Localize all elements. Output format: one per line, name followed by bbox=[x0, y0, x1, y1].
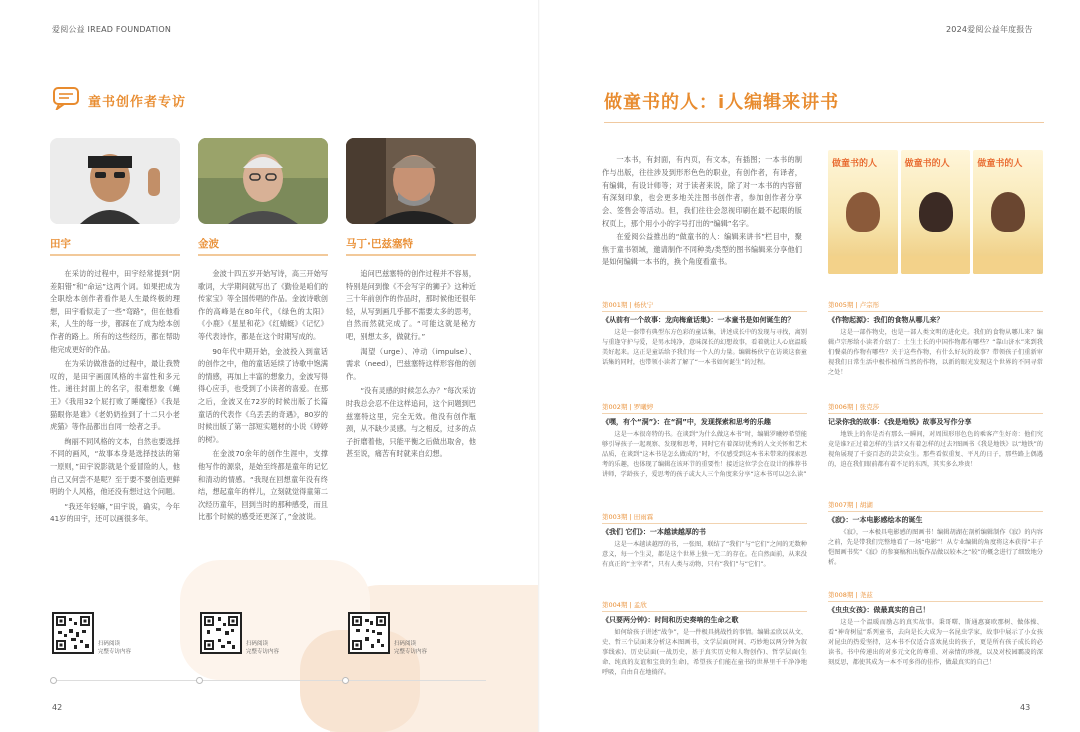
qr-caption bbox=[246, 640, 279, 656]
cover-footer bbox=[901, 256, 971, 274]
cover-footer bbox=[828, 256, 898, 274]
cover-title: 做童书的人 bbox=[904, 159, 950, 169]
timeline-dot bbox=[342, 677, 349, 684]
title-rule bbox=[604, 122, 1044, 123]
cover-footer bbox=[973, 256, 1043, 274]
episode-number: 第008期 | 尧兹 bbox=[828, 590, 1043, 602]
cover-title: 做童书的人 bbox=[977, 159, 1023, 169]
qr-caption bbox=[98, 640, 131, 656]
bio-paragraph: “没有灵感的时候怎么办？”每次采访时我总会忍不住这样追问，这个问题到巴兹塞特这里，完全无效。他没有创作瓶颈，从不缺少灵感。与之相反，过多的点子折磨着他，只能平衡之后做出取舍，他甚至说，痛苦有时就来自幻想。 bbox=[346, 386, 476, 459]
qr-block-tianyu bbox=[52, 612, 131, 656]
qr-caption-line: 扫码阅读 bbox=[246, 641, 269, 647]
bio-paragraph: 在采访的过程中，田宇经常提到“阴差阳错”和“命运”这两个词。如果把成为全职绘本创作者看作是人生最终极的理想，田宇看似走了一些“弯路”，但在他看来，人生的每一步，都踩在了成为绘本创作者的路上。所有的这些经历，都在帮助他完成更好的作品。 bbox=[50, 269, 180, 354]
author-name-jinbo: 金波 bbox=[198, 238, 219, 250]
episode-number: 第007期 | 胡湖 bbox=[828, 500, 1043, 512]
episode-number: 第004期 | 孟欣 bbox=[602, 600, 807, 612]
episode-number: 第003期 | 田雨霖 bbox=[602, 512, 807, 524]
cover-image bbox=[901, 150, 971, 274]
chat-bubble-icon bbox=[52, 86, 82, 114]
episode-description: 这是一套带有典型东方色彩的童话集，讲述成长中的发现与寻找，离别与重逢守护与爱，是男永纯净，意味深长的幻想故事，看着就让人心底温暖美好起来。这正是童话给予我们每一个人的力量。编辑杨伙宁在访谈这套童话集的同时，也带领小读者了解了“一本书如何诞生”的过程。 bbox=[602, 329, 807, 366]
author-name-bazsette: 马丁·巴兹塞特 bbox=[346, 238, 413, 250]
episode-description: 这是一本越读越厚的书，一张图，联结了“我们”与“它们”之间的无数种意义，每一个生灵，都是这个世界上独一无二的存在。在自然面前，从来没有真正的“主宰者”，只有人类与动物，只有“我们”与“它们”。 bbox=[602, 541, 807, 568]
cover-image bbox=[973, 150, 1043, 274]
episode-title[interactable]: 《我们 它们》：一本越读越厚的书 bbox=[602, 528, 706, 536]
page-title: 做童书的人：i人编辑来讲书 bbox=[604, 92, 840, 113]
bio-paragraph: 在为采访做准备的过程中，最让我赞叹的，是田宇画面风格的丰富性和多元性。递往封面上的名字，很难想象《蝇王》《我用32个屁打败了睡魔怪》《我是猫眼你是谁》《老奶奶捡到了十二只小老虎猫》等作品都出自同一绘者之手。 bbox=[50, 359, 180, 432]
bio-paragraph: “我还年轻嘛，”田宇说，确实，今年41岁的田宇，还可以画很多年。 bbox=[50, 501, 180, 524]
qr-caption-line: 完整专访内容 bbox=[246, 649, 280, 655]
timeline-dot bbox=[50, 677, 57, 684]
author-bio-jinbo bbox=[198, 268, 328, 526]
author-photo-jinbo bbox=[198, 138, 328, 224]
episode-description: 这是一部作物史，也是一部人类文明的进化史。我们的食物从哪儿来？编辑卢宗彤给小读者介绍了：土生土长的中国作物都有哪些？“靠山济水”来到我们餐桌的作物有哪些？关于这些作物，有什么好玩的故事？带领孩子们重新审视我们日常生活中极作植所当然的作物，以新的眼光发现这个世界的不同寻常之处！ bbox=[828, 329, 1043, 376]
section-heading bbox=[52, 86, 186, 114]
qr-caption-line: 完整专访内容 bbox=[98, 649, 132, 655]
episode-description: 《寂》，一本极具电影感的图画书！编辑胡湖在剖析编辑制作《寂》的内容之前，先是带我们完整地看了一场“电影”！从专业编辑的角度将这本获得“丰子恺图画书奖”《寂》的参赛稿和出版作品做以较本之“较”的概念进行了细致地分析。 bbox=[828, 529, 1043, 566]
qr-block-jinbo bbox=[200, 612, 279, 656]
cover-images bbox=[828, 150, 1043, 274]
qr-code[interactable] bbox=[52, 612, 94, 654]
episode-title[interactable]: 《虫虫女孩》：做最真实的自己！ bbox=[828, 606, 930, 614]
editor-portrait bbox=[919, 192, 953, 232]
episode-item bbox=[602, 402, 807, 480]
timeline-line bbox=[56, 680, 486, 681]
timeline-dot bbox=[196, 677, 203, 684]
editor-portrait bbox=[991, 192, 1025, 232]
cover-title: 做童书的人 bbox=[832, 159, 878, 169]
name-underline bbox=[198, 254, 328, 256]
author-photo-bazsette bbox=[346, 138, 476, 224]
qr-code[interactable] bbox=[348, 612, 390, 654]
header-right: 2024爱阅公益年度报告 bbox=[946, 25, 1033, 34]
qr-caption-line: 扫码阅读 bbox=[98, 641, 121, 647]
episode-description: 这是一个温暖而励志的真实故事。秉哥曙、斯通惠赛欧那树、做体操、看“神奇树屋”系列童书，去向是长大成为一名昆虫学家，故事中展示了小女孩对昆虫的热爱坚持，这本书不仅适合喜欢昆虫的孩子，更是所有孩子成长的必读书。书中传递出的对多元文化的尊重、对亲情的珍视，以及对校园霸凌的深刻反思，都使其成为一本不可多得的佳作，做最真实的自己！ bbox=[828, 619, 1043, 666]
author-name-tianyu: 田宇 bbox=[50, 238, 71, 250]
episode-number: 第005期 | 卢宗彤 bbox=[828, 300, 1043, 312]
name-underline bbox=[346, 254, 476, 256]
author-photo-tianyu bbox=[50, 138, 180, 224]
intro-paragraph: 一本书，有封面，有内页，有文本，有插图；一本书的制作与出版，往往涉及到形形色色的职业，有创作者，有译者，有编辑，有设计师等；对于读者来说，除了对一本书的内容留有深刻印象，也会更多地关注图书创作者，参加创作者分享会、签售会等活动。但，我们往往会忽视印刷在最不起眼的版权页上，那个用小小的字号打出的“编辑”名字。 bbox=[602, 155, 802, 228]
episode-item bbox=[602, 600, 807, 678]
episode-item bbox=[828, 500, 1043, 568]
bio-paragraph: 渴望（urge）、冲动（impulse）、需求（need），巴兹塞特这样形容他的创作。 bbox=[346, 346, 476, 381]
episode-title[interactable]: 《嘿，有个“洞”》：在“洞”中，发现探索和思考的乐趣 bbox=[602, 418, 771, 426]
bio-paragraph: 在金波70余年的创作生涯中，支撑他写作的源泉，是始至终都是童年的记忆和清动的情感。“我现在回想童年没有终结，想起童年的样儿，立刻就觉得童第二次经历童年，回到当时的那种感受，而且比那个时候的感受还更深了，”金波说。 bbox=[198, 449, 328, 522]
intro-paragraph: 在爱阅公益推出的“做童书的人：编辑来讲书”栏目中，聚焦于童书领域，邀请制作不同种类/类型的图书编辑来分享他们是如何编辑一本书的，换个角度看童书。 bbox=[602, 231, 802, 267]
bio-paragraph: 追问巴兹塞特的创作过程并不容易，特别是问到像《不会写字的狮子》这种近三十年前创作的作品时，那时候他还很年轻，从写到画几乎都不需要太多的思考，自然而然就完成了。“可能这就是秘方吧，别想太多，做就行。” bbox=[346, 269, 476, 341]
episode-title[interactable]: 《寂》：一本电影感绘本的诞生 bbox=[828, 516, 923, 524]
qr-caption-line: 扫码阅读 bbox=[394, 641, 417, 647]
episode-item bbox=[828, 590, 1043, 668]
editor-portrait bbox=[846, 192, 880, 232]
episode-number: 第001期 | 杨伙宁 bbox=[602, 300, 807, 312]
qr-caption bbox=[394, 640, 427, 656]
episode-description: 地铁上的你是否有那么一瞬间，对周围形形色色的乘客产生好奇：他们究竟是谁?正过着怎样的生活?又有着怎样的过去?图画书《我是地铁》以“地铁”的视角展现了千姿百态的芸芸众生。那些看似重复、平凡的日子，那些路上偶遇的，迫在我们眼前都有着不足的东西，其实多么珍贵！ bbox=[828, 431, 1043, 468]
episode-description: 如何给孩子讲述“战争”，是一件极具挑战性的事情。编辑孟欣以从文、史、哲三个层面来分析这本图画书，文学层面(时间、巧妙地以两分钟为叙事线索)、历史层面(一战历史，基于真实历史和人物创作)、哲学层面(生命、纯真的友谊和宝贵的生命)，希望孩子们能在童书的世界里千千净净地呼吸，自由自在地徜徉。 bbox=[602, 629, 807, 676]
cover-image bbox=[828, 150, 898, 274]
qr-code[interactable] bbox=[200, 612, 242, 654]
author-bio-tianyu bbox=[50, 268, 180, 528]
page-number-right: 43 bbox=[1020, 703, 1031, 712]
episode-title[interactable]: 《作物起源》：我们的食物从哪儿来？ bbox=[828, 316, 944, 324]
right-page bbox=[540, 0, 1080, 732]
section-title: 童书创作者专访 bbox=[88, 94, 187, 110]
episode-title[interactable]: 《只要两分钟》：时间和历史奏响的生命之歌 bbox=[602, 616, 739, 624]
episode-item bbox=[602, 300, 807, 368]
name-underline bbox=[50, 254, 180, 256]
bio-paragraph: 90年代中期开始，金波投入到童话的创作之中，他的童话延续了诗歌中饱满的情感，再加上丰富的想象力，金波写得得心应手，也受到了小读者的喜爱。在那之后，金波又在72岁的时候出版了长篇童话的代表作《乌丢丢的奇遇》，80岁的时候出版了第一部短实题材的小说《婷婷的树》。 bbox=[198, 346, 328, 444]
episode-title[interactable]: 记录你我的故事：《我是地铁》故事及写作分享 bbox=[828, 418, 972, 426]
episode-number: 第006期 | 张克莎 bbox=[828, 402, 1043, 414]
bio-paragraph: 绚丽不同风格的文本，自然也要选择不同的画风，“故事本身是选择技法的第一原则，”田宇说影就是个爱冒险的人，他自己又何尝不是呢？至于要不要创造更鲜明的个人风格，他还没有想过这个问题。 bbox=[50, 436, 180, 497]
episode-item bbox=[602, 512, 807, 570]
author-bio-bazsette bbox=[346, 268, 476, 463]
episode-title[interactable]: 《从前有一个故事：龙向梅童话集》：一本童书是如何诞生的？ bbox=[602, 316, 795, 324]
qr-caption-line: 完整专访内容 bbox=[394, 649, 428, 655]
qr-block-bazsette bbox=[348, 612, 427, 656]
page-number-left: 42 bbox=[52, 703, 63, 712]
episode-item bbox=[828, 402, 1043, 470]
bio-paragraph: 金波十四五岁开始写诗，高三开始写歌词，大学期间就写出了《勤俭是咱们的传家宝》等全国传唱的作品。金波诗歌创作的高峰是在80年代，《绿色的太阳》《小鹿》《星星和花》《红蜻蜓》《记忆》等代表诗作，都是在这个时期写成的。 bbox=[198, 269, 328, 341]
episode-number: 第002期 | 罗曦婷 bbox=[602, 402, 807, 414]
header-left: 爱阅公益 IREAD FOUNDATION bbox=[52, 25, 172, 34]
episode-item bbox=[828, 300, 1043, 378]
episode-description: 这是一本很奇特的书。在谈到“为什么做这本书”时，编辑罗曦婷希望能够引导孩子一起观察、发现和思考，同时它有着深切优秀的人文关怀和艺术品质，在谈到“这本书是怎么做成的”时，不仅感受到这本书未带来的探索思考的乐趣，也体现了编辑在该环节的重要性！接近这位学会在设计的推荐书讲师，学龄孩子，爱思考的孩子或大人三个角度来分享“这本书可以怎么读” bbox=[602, 431, 807, 478]
intro-text bbox=[602, 154, 802, 269]
